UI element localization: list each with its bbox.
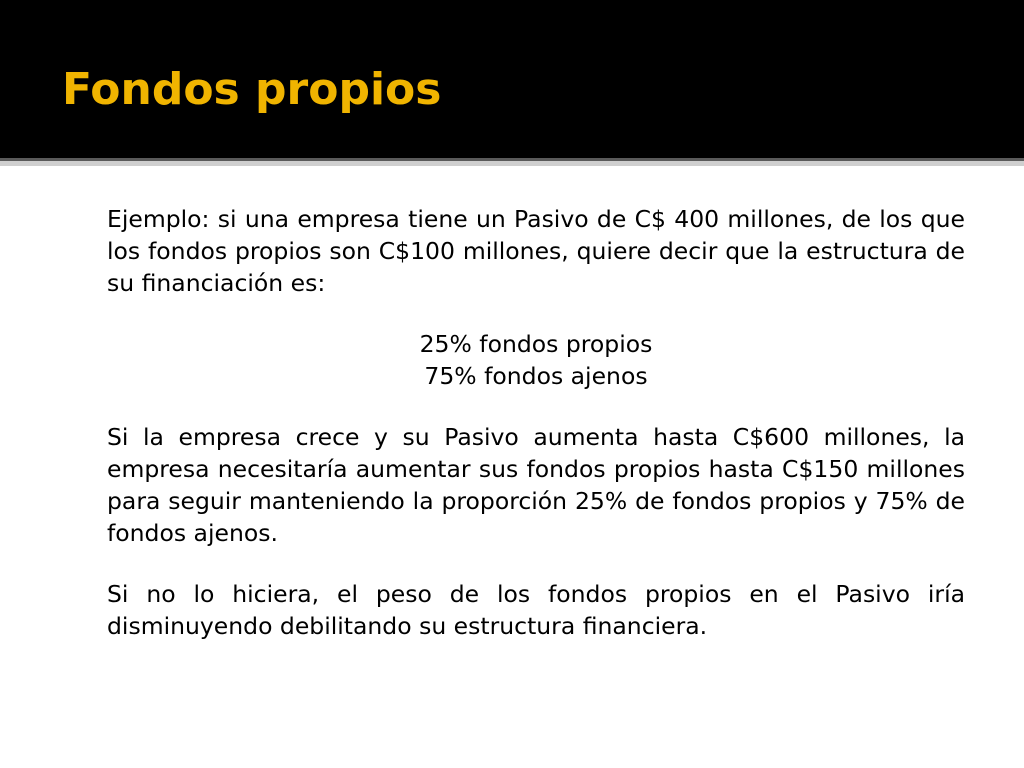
conclusion-paragraph: Si no lo hiciera, el peso de los fondos propios en el Pasivo iría disminuyendo debilitando su estructura financiera. <box>107 580 965 640</box>
growth-paragraph: Si la empresa crece y su Pasivo aumenta hasta C$600 millones, la empresa necesitaría aumentar sus fondos propios hasta C$150 millones para seguir manteniendo la proporción 25% de fondos propios y 75% de fondos ajenos. <box>107 423 965 547</box>
spacer <box>107 549 965 578</box>
spacer <box>107 299 965 328</box>
slide-body <box>107 203 965 642</box>
example-paragraph: Ejemplo: si una empresa tiene un Pasivo de C$ 400 millones, de los que los fondos propios son C$100 millones, quiere decir que la estructura de su financiación es: <box>107 205 965 297</box>
header-divider-light <box>0 161 1024 166</box>
slide-title: Fondos propios <box>62 64 442 115</box>
breakdown-own-funds: 25% fondos propios <box>419 330 653 358</box>
title-bar <box>0 0 1024 158</box>
spacer <box>107 392 965 421</box>
breakdown-external-funds: 75% fondos ajenos <box>424 362 648 390</box>
